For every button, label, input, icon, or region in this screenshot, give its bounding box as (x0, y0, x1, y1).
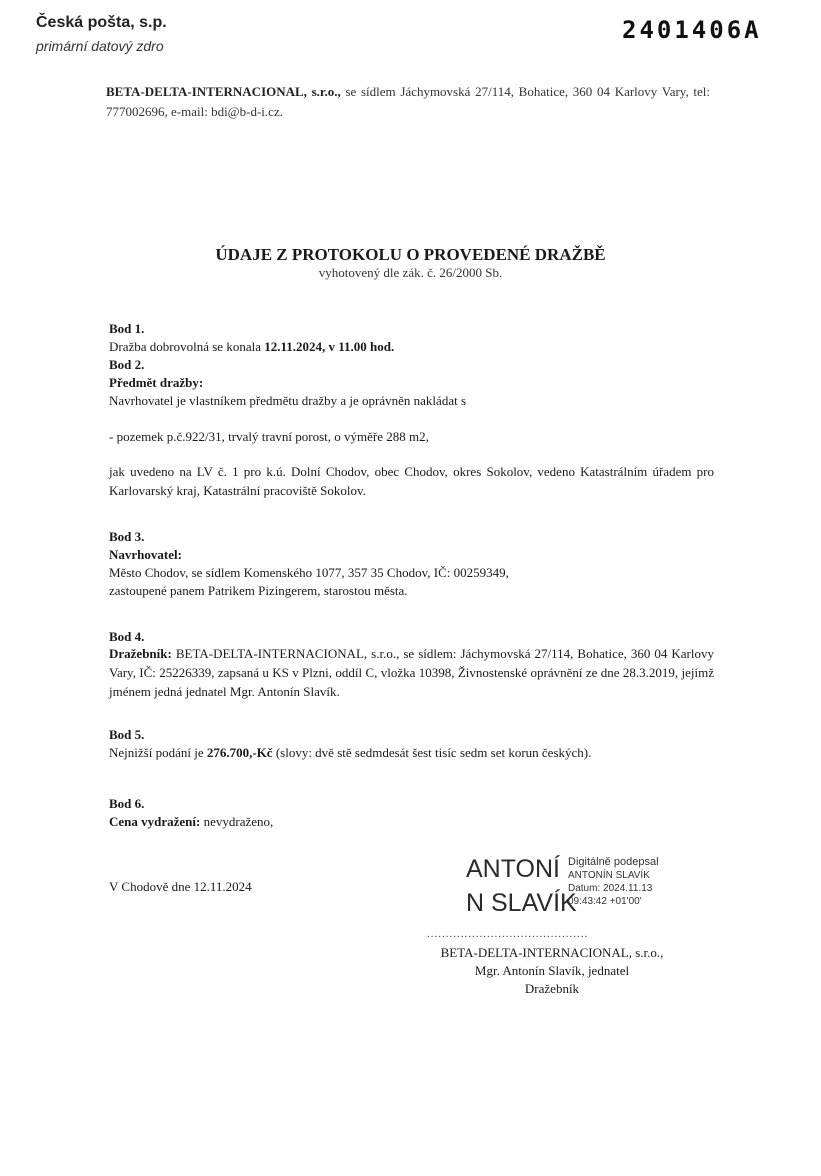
document-subtitle: vyhotovený dle zák. č. 26/2000 Sb. (318, 265, 503, 280)
digital-signature-meta (568, 856, 659, 908)
bod3-subheading: Navrhovatel: (109, 547, 182, 562)
signatory-block (410, 944, 694, 998)
bod1-text-prefix: Dražba dobrovolná se konala (109, 339, 265, 354)
signatory-role: Dražebník (524, 981, 580, 996)
bod1-date-time: 12.11.2024, v 11.00 hod. (264, 339, 395, 354)
bod6-heading: Bod 6. (109, 796, 145, 811)
bod6-label: Cena vydražení: (109, 814, 201, 829)
place-date: V Chodově dne 12.11.2024 (109, 879, 252, 894)
signatory-name: Mgr. Antonín Slavík, jednatel (474, 963, 630, 978)
company-header (106, 82, 710, 122)
bod2-description: jak uvedeno na LV č. 1 pro k.ú. Dolní Chodov, obec Chodov, okres Sokolov, vedeno Katastrálním úřadem pro Karlovarský kraj, Katastrální pracoviště Sokolov. (109, 464, 714, 498)
header-address: se sídlem Jáchymovská 27/114, Bohatice, 360 04 Karlovy Vary, tel: 777002696, e-mail: bdi@b-d-i.cz. (106, 84, 710, 119)
bod2-heading: Bod 2. (109, 357, 145, 372)
bod2-item: - pozemek p.č.922/31, trvalý travní porost, o výměře 288 m2, (109, 429, 429, 444)
bod5-text (109, 744, 591, 762)
stamp-organization: Česká pošta, s.p. (36, 14, 167, 31)
signature-name-line1: ANTONÍ (466, 855, 560, 883)
signature-name-line2: N SLAVÍK (466, 889, 577, 917)
document-number: 2401406A (622, 16, 762, 44)
document-title: ÚDAJE Z PROTOKOLU O PROVEDENÉ DRAŽBĚ (215, 245, 606, 264)
bod5-amount: 276.700,-Kč (206, 745, 273, 760)
bod1-text (109, 338, 394, 356)
digital-signature-name (466, 852, 577, 920)
signatory-company: BETA-DELTA-INTERNACIONAL, s.r.o., (440, 945, 664, 960)
bod5-heading: Bod 5. (109, 727, 145, 742)
header-company: BETA-DELTA-INTERNACIONAL, s.r.o., (106, 84, 341, 99)
bod4-text (109, 644, 714, 701)
bod2-line1: Navrhovatel je vlastníkem předmětu dražby a je oprávněn nakládat s (109, 393, 467, 408)
signature-meta-line4: 09:43:42 +01'00' (568, 896, 642, 907)
bod3-heading: Bod 3. (109, 529, 145, 544)
bod6-value: nevydraženo, (200, 814, 274, 829)
signature-meta-line2: ANTONÍN SLAVÍK (568, 870, 650, 881)
bod2-subheading: Předmět dražby: (109, 375, 204, 390)
signature-meta-line1: Digitálně podepsal (568, 856, 659, 868)
signature-meta-line3: Datum: 2024.11.13 (568, 883, 653, 894)
bod6-text (109, 813, 273, 831)
bod4-heading: Bod 4. (109, 629, 145, 644)
bod3-line2: zastoupené panem Patrikem Pizingerem, starostou města. (109, 583, 408, 598)
bod5-text-suffix: (slovy: dvě stě sedmdesát šest tisíc sedm set korun českých). (272, 745, 592, 760)
bod4-body: BETA-DELTA-INTERNACIONAL, s.r.o., se sídlem: Jáchymovská 27/114, Bohatice, 360 04 Karlovy Vary, IČ: 25226339, zapsaná u KS v Plzni, oddíl C, vložka 10398, Živnostenské oprávnění ze dne 28.3.2019, jejímž jménem jedná jednatel Mgr. Antonín Slavík. (109, 646, 714, 699)
bod3-line1: Město Chodov, se sídlem Komenského 1077, 357 35 Chodov, IČ: 00259349, (109, 565, 509, 580)
stamp-source: primární datový zdro (36, 38, 164, 54)
bod1-heading: Bod 1. (109, 321, 145, 336)
signature-dotted-line: ........................................... (427, 928, 589, 940)
bod5-text-prefix: Nejnižší podání je (109, 745, 207, 760)
bod4-label: Dražebník: (109, 646, 172, 661)
